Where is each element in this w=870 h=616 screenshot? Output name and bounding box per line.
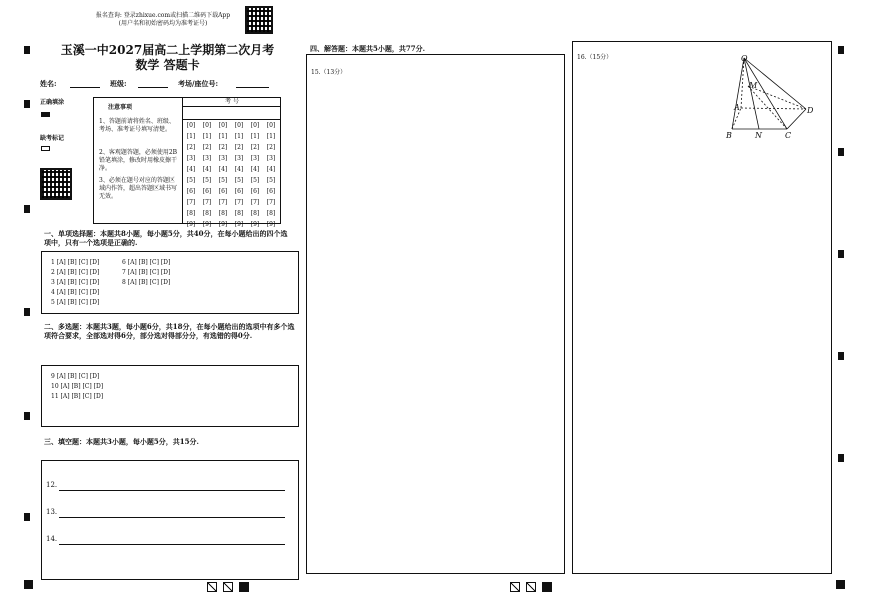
point-label-D: D bbox=[807, 106, 814, 115]
exam-digit-bubble[interactable]: [2] bbox=[218, 144, 228, 151]
exam-digit-bubble[interactable]: [2] bbox=[250, 144, 260, 151]
exam-digit-bubble[interactable]: [5] bbox=[234, 177, 244, 184]
exam-digit-bubble[interactable]: [5] bbox=[266, 177, 276, 184]
section3-heading: 三、填空题：本题共3小题，每小题5分，共15分. bbox=[44, 437, 199, 446]
exam-number-write-row[interactable] bbox=[183, 107, 281, 120]
exam-digit-bubble[interactable]: [6] bbox=[186, 188, 196, 195]
section4-heading: 四、解答题：本题共5小题，共77分. bbox=[310, 44, 426, 53]
edge-MC bbox=[748, 86, 787, 129]
exam-digit-bubble[interactable]: [3] bbox=[234, 155, 244, 162]
exam-digit-bubble[interactable]: [1] bbox=[250, 133, 260, 140]
exam-digit-bubble[interactable]: [1] bbox=[234, 133, 244, 140]
exam-digit-bubble[interactable]: [8] bbox=[202, 210, 212, 217]
absent-label: 缺考标记 bbox=[40, 135, 65, 142]
section2-choices[interactable] bbox=[51, 372, 103, 402]
note-item-1: 1、答题前请将姓名、班级、考场、准考证号填写清楚。 bbox=[99, 118, 175, 133]
point-label-O: O bbox=[741, 54, 748, 63]
exam-digit-bubble[interactable]: [7] bbox=[186, 199, 196, 206]
exam-digit-bubble[interactable]: [0] bbox=[202, 122, 212, 129]
choice-row[interactable]: 1 [A] [B] [C] [D] bbox=[51, 259, 100, 266]
alignment-mark bbox=[838, 46, 844, 54]
point-label-N: N bbox=[755, 131, 762, 140]
notice-line-1: 报名查询: 登录zhixue.com或扫描二维码下载App bbox=[95, 12, 231, 19]
exam-digit-bubble[interactable]: [8] bbox=[186, 210, 196, 217]
section1-col1[interactable] bbox=[51, 258, 99, 308]
exam-digit-bubble[interactable]: [7] bbox=[266, 199, 276, 206]
exam-digit-bubble[interactable]: [2] bbox=[266, 144, 276, 151]
page-code-square bbox=[526, 582, 536, 592]
exam-number-header: 考 号 bbox=[183, 98, 281, 107]
top-qr-code bbox=[245, 6, 273, 34]
alignment-mark bbox=[24, 205, 30, 213]
section2-heading: 二、多选题：本题共3题，每小题6分，共18分，在每小题给出的选项中有多个选项符合要求，全部选对得6分，部分选对得部分分，有选错的得0分. bbox=[44, 322, 295, 340]
exam-number-column[interactable] bbox=[183, 120, 199, 230]
section1-heading: 一、单项选择题：本题共8小题，每小题5分，共40分，在每小题给出的四个选项中，只有一个选项是正确的. bbox=[44, 229, 288, 247]
exam-digit-bubble[interactable]: [4] bbox=[186, 166, 196, 173]
choice-row[interactable]: 8 [A] [B] [C] [D] bbox=[122, 279, 171, 286]
fill-blank-label-13: 13. bbox=[46, 508, 58, 516]
alignment-mark bbox=[838, 352, 844, 360]
exam-digit-bubble[interactable]: [7] bbox=[250, 199, 260, 206]
pyramid-figure bbox=[722, 52, 817, 140]
page-code-square bbox=[207, 582, 217, 592]
fill-blank-label-12: 12. bbox=[46, 481, 58, 489]
note-item-3: 3、必须在题号对应的答题区域内作答，超出答题区域书写无效。 bbox=[99, 177, 178, 200]
exam-digit-bubble[interactable]: [5] bbox=[218, 177, 228, 184]
exam-digit-bubble[interactable]: [0] bbox=[266, 122, 276, 129]
exam-digit-bubble[interactable]: [4] bbox=[218, 166, 228, 173]
exam-digit-bubble[interactable]: [4] bbox=[234, 166, 244, 173]
edge-CD bbox=[787, 109, 806, 129]
exam-digit-bubble[interactable]: [9] bbox=[218, 221, 228, 228]
fill-blank-line-12[interactable] bbox=[59, 490, 285, 491]
page-title: 玉溪一中2027届高二上学期第二次月考 bbox=[60, 43, 275, 57]
exam-number-column[interactable] bbox=[215, 120, 231, 230]
exam-digit-bubble[interactable]: [1] bbox=[218, 133, 228, 140]
page-subtitle: 数学 答题卡 bbox=[135, 58, 200, 72]
exam-digit-bubble[interactable]: [1] bbox=[186, 133, 196, 140]
exam-digit-bubble[interactable]: [3] bbox=[250, 155, 260, 162]
correct-fill-example bbox=[41, 112, 50, 117]
exam-digit-bubble[interactable]: [0] bbox=[250, 122, 260, 129]
exam-digit-bubble[interactable]: [0] bbox=[234, 122, 244, 129]
seat-label: 考场/座位号: bbox=[178, 79, 219, 88]
exam-digit-bubble[interactable]: [6] bbox=[202, 188, 212, 195]
alignment-mark bbox=[836, 580, 845, 589]
alignment-mark bbox=[24, 580, 33, 589]
exam-digit-bubble[interactable]: [3] bbox=[186, 155, 196, 162]
exam-digit-bubble[interactable]: [6] bbox=[266, 188, 276, 195]
q15-answer-box[interactable] bbox=[306, 54, 565, 574]
point-label-M: M bbox=[749, 81, 758, 90]
exam-digit-bubble[interactable]: [7] bbox=[234, 199, 244, 206]
page-code-square bbox=[510, 582, 520, 592]
exam-digit-bubble[interactable]: [8] bbox=[218, 210, 228, 217]
edge-AD bbox=[741, 108, 806, 109]
point-label-A: A bbox=[734, 103, 740, 112]
choice-row[interactable]: 5 [A] [B] [C] [D] bbox=[51, 299, 100, 306]
choice-row[interactable]: 7 [A] [B] [C] [D] bbox=[122, 269, 171, 276]
alignment-mark bbox=[24, 46, 30, 54]
choice-row[interactable]: 11 [A] [B] [C] [D] bbox=[51, 393, 104, 400]
exam-number-column[interactable] bbox=[199, 120, 215, 230]
exam-digit-bubble[interactable]: [6] bbox=[218, 188, 228, 195]
exam-digit-bubble[interactable]: [8] bbox=[250, 210, 260, 217]
exam-digit-bubble[interactable]: [3] bbox=[218, 155, 228, 162]
section3-answer-box bbox=[41, 460, 299, 580]
seat-field[interactable] bbox=[236, 87, 269, 88]
choice-row[interactable]: 2 [A] [B] [C] [D] bbox=[51, 269, 100, 276]
fill-blank-line-14[interactable] bbox=[59, 544, 285, 545]
exam-digit-bubble[interactable]: [2] bbox=[202, 144, 212, 151]
exam-digit-bubble[interactable]: [2] bbox=[234, 144, 244, 151]
exam-digit-bubble[interactable]: [4] bbox=[266, 166, 276, 173]
choice-row[interactable]: 4 [A] [B] [C] [D] bbox=[51, 289, 100, 296]
exam-number-column[interactable] bbox=[247, 120, 263, 230]
edge-OB bbox=[732, 58, 744, 129]
notice-line-2: (用户名和初始密码均为准考证号) bbox=[118, 20, 208, 27]
exam-number-column[interactable] bbox=[263, 120, 279, 230]
q15-label: 15.（13分） bbox=[311, 69, 347, 76]
note-item-2: 2、客观题答题，必须使用2B铅笔填涂，修改时用橡皮擦干净。 bbox=[99, 149, 178, 172]
alignment-mark bbox=[838, 148, 844, 156]
exam-digit-bubble[interactable]: [9] bbox=[266, 221, 276, 228]
q16-label: 16.（15分） bbox=[577, 54, 613, 61]
exam-digit-bubble[interactable]: [4] bbox=[250, 166, 260, 173]
exam-digit-bubble[interactable]: [9] bbox=[186, 221, 196, 228]
exam-digit-bubble[interactable]: [2] bbox=[186, 144, 196, 151]
exam-digit-bubble[interactable]: [9] bbox=[202, 221, 212, 228]
exam-digit-bubble[interactable]: [1] bbox=[266, 133, 276, 140]
fill-blank-line-13[interactable] bbox=[59, 517, 285, 518]
exam-digit-bubble[interactable]: [9] bbox=[234, 221, 244, 228]
exam-digit-bubble[interactable]: [0] bbox=[186, 122, 196, 129]
choice-row[interactable]: 10 [A] [B] [C] [D] bbox=[51, 383, 104, 390]
alignment-mark bbox=[24, 308, 30, 316]
exam-digit-bubble[interactable]: [6] bbox=[250, 188, 260, 195]
name-label: 姓名: bbox=[40, 79, 57, 88]
exam-digit-bubble[interactable]: [5] bbox=[250, 177, 260, 184]
choice-row[interactable]: 3 [A] [B] [C] [D] bbox=[51, 279, 100, 286]
exam-digit-bubble[interactable]: [8] bbox=[234, 210, 244, 217]
alignment-mark bbox=[24, 412, 30, 420]
exam-digit-bubble[interactable]: [0] bbox=[218, 122, 228, 129]
point-label-B: B bbox=[726, 131, 732, 140]
name-field[interactable] bbox=[70, 87, 100, 88]
exam-digit-bubble[interactable]: [6] bbox=[234, 188, 244, 195]
notes-heading: 注意事项 bbox=[108, 104, 133, 111]
exam-digit-bubble[interactable]: [3] bbox=[202, 155, 212, 162]
page-code-square bbox=[239, 582, 249, 592]
exam-digit-bubble[interactable]: [9] bbox=[250, 221, 260, 228]
correct-fill-label: 正确填涂 bbox=[40, 99, 65, 106]
absent-mark-box[interactable] bbox=[41, 146, 50, 151]
exam-digit-bubble[interactable]: [5] bbox=[186, 177, 196, 184]
exam-digit-bubble[interactable]: [7] bbox=[218, 199, 228, 206]
exam-digit-bubble[interactable]: [5] bbox=[202, 177, 212, 184]
class-label: 班级: bbox=[110, 79, 127, 88]
fill-blank-label-14: 14. bbox=[46, 535, 58, 543]
edge-OC bbox=[744, 58, 787, 129]
exam-digit-bubble[interactable]: [1] bbox=[202, 133, 212, 140]
alignment-mark bbox=[24, 513, 30, 521]
page-code-square bbox=[223, 582, 233, 592]
exam-digit-bubble[interactable]: [8] bbox=[266, 210, 276, 217]
alignment-mark bbox=[24, 100, 30, 108]
class-field[interactable] bbox=[138, 87, 168, 88]
alignment-mark bbox=[838, 454, 844, 462]
choice-row[interactable]: 9 [A] [B] [C] [D] bbox=[51, 373, 100, 380]
exam-digit-bubble[interactable]: [4] bbox=[202, 166, 212, 173]
section1-col2[interactable] bbox=[122, 258, 170, 288]
point-label-C: C bbox=[785, 131, 792, 140]
exam-number-grid[interactable] bbox=[183, 120, 279, 230]
exam-number-column[interactable] bbox=[231, 120, 247, 230]
page-code-square bbox=[542, 582, 552, 592]
exam-digit-bubble[interactable]: [3] bbox=[266, 155, 276, 162]
alignment-mark bbox=[838, 250, 844, 258]
student-qr-code bbox=[40, 168, 72, 200]
choice-row[interactable]: 6 [A] [B] [C] [D] bbox=[122, 259, 171, 266]
exam-digit-bubble[interactable]: [7] bbox=[202, 199, 212, 206]
